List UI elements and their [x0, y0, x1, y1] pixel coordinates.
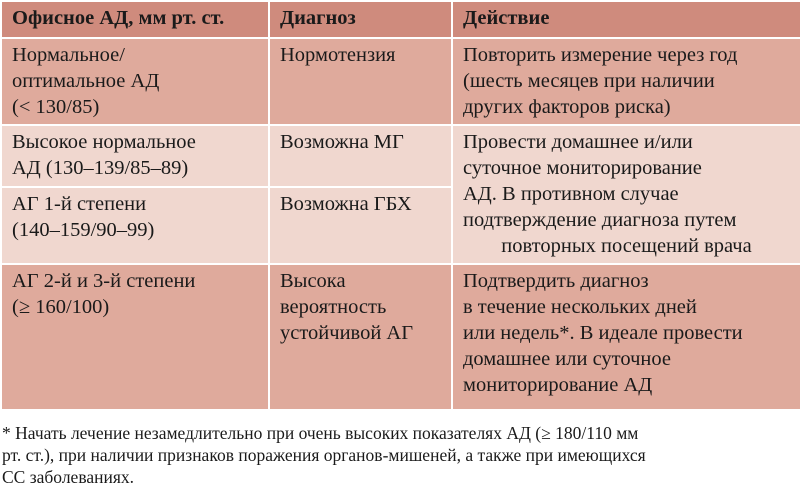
cell-line: АД. В противном случае [463, 183, 679, 205]
table-header-row [1, 1, 800, 38]
table-row [1, 38, 800, 125]
cell-line: Возможна МГ [280, 131, 404, 153]
cell-diagnosis [269, 38, 452, 125]
cell-line: или недель*. В идеале провести [463, 322, 743, 344]
cell-line: других факторов риска) [463, 96, 671, 118]
cell-bp [1, 187, 269, 264]
cell-bp [1, 125, 269, 187]
header-action: Действие [452, 1, 800, 38]
cell-line: Нормальное/ [12, 44, 125, 66]
cell-line: Возможна ГБХ [280, 193, 412, 216]
table-row [1, 264, 800, 410]
cell-line: АД (130–139/85–89) [12, 157, 189, 179]
cell-line: (≥ 160/100) [12, 296, 110, 318]
cell-line: подтверждение диагноза путем [463, 209, 737, 231]
cell-line: мониторирование АД [463, 374, 653, 396]
cell-diagnosis [269, 125, 452, 187]
cell-line: Высока [280, 270, 346, 292]
cell-line: Повторить измерение через год [463, 44, 738, 66]
header-diagnosis: Диагноз [269, 1, 452, 38]
header-office-bp: Офисное АД, мм рт. ст. [1, 1, 269, 38]
cell-line: в течение нескольких дней [463, 296, 697, 318]
cell-action [452, 38, 800, 125]
table-footnote [2, 422, 798, 488]
cell-line: повторных посещений врача [501, 235, 752, 257]
cell-action-merged [452, 125, 800, 264]
footnote-line: рт. ст.), при наличии признаков поражения органов-мишеней, а также при имеющихся [2, 445, 646, 465]
cell-line: (140–159/90–99) [12, 219, 155, 242]
cell-line: Нормотензия [280, 44, 396, 66]
footnote-line: * Начать лечение незамедлительно при очень высоких показателях АД (≥ 180/110 мм [2, 423, 639, 443]
cell-bp [1, 38, 269, 125]
cell-line: (шесть месяцев при наличии [463, 70, 715, 92]
cell-action [452, 264, 800, 410]
cell-line: АГ 2-й и 3-й степени [12, 270, 196, 292]
cell-line: (< 130/85) [12, 96, 100, 118]
cell-line: вероятность [280, 296, 387, 318]
cell-line: суточное мониторирование [463, 157, 702, 179]
cell-line: Провести домашнее и/или [463, 131, 693, 153]
table-row [1, 125, 800, 187]
cell-line: Высокое нормальное [12, 131, 196, 153]
cell-line: АГ 1-й степени [12, 193, 147, 216]
cell-line: Подтвердить диагноз [463, 270, 649, 292]
cell-line: оптимальное АД [12, 70, 160, 92]
cell-diagnosis [269, 187, 452, 264]
cell-bp [1, 264, 269, 410]
cell-diagnosis [269, 264, 452, 410]
footnote-line: СС заболеваниях. [2, 467, 135, 487]
cell-line: домашнее или суточное [463, 348, 671, 370]
cell-line: устойчивой АГ [280, 322, 414, 344]
